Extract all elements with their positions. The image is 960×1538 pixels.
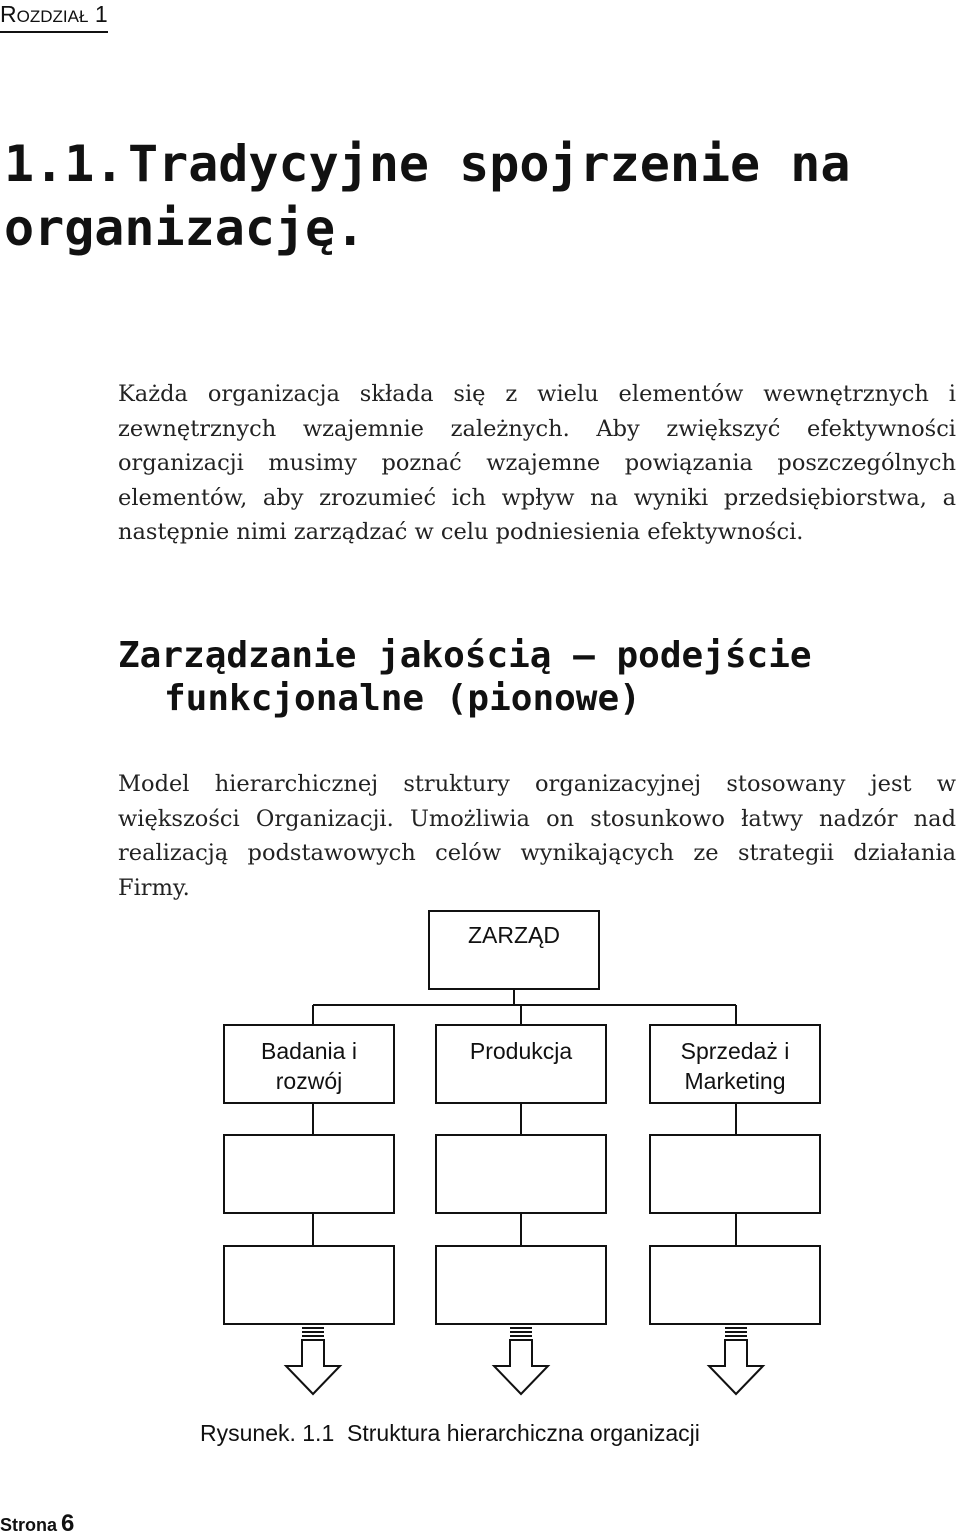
page-label: Strona (0, 1515, 58, 1535)
section-title-text: Tradycyjne spojrzenie na organizację. (4, 135, 851, 257)
chapter-word: OZDZIAŁ (16, 7, 89, 26)
board-label: ZARZĄD (468, 922, 560, 948)
department-label-3-line1: Sprzedaż i (680, 1038, 790, 1064)
subunit-box-2a (436, 1135, 606, 1213)
subunit-box-3b (650, 1246, 820, 1324)
subunit-box-3a (650, 1135, 820, 1213)
figure-caption: Rysunek. 1.1 Struktura hierarchiczna organizacji (200, 1420, 700, 1446)
department-label-3-line2: Marketing (684, 1068, 786, 1094)
intro-paragraph: Każda organizacja składa się z wielu elementów wewnętrznych i zewnętrznych wzajemnie zależnych. Aby zwiększyć efektywności organizacji musimy poznać wzajemne powiązania poszczególnych elementów, aby zrozumieć ich wpływ na wyniki przedsiębiorstwa, a następnie nimi zarządzać w celu podniesienia efektywności. (118, 381, 956, 546)
page-footer (0, 1510, 74, 1538)
subunit-box-1b (224, 1246, 394, 1324)
subheading-line-1: Zarządzanie jakością – podejście (118, 635, 812, 676)
department-label-3 (650, 1036, 820, 1096)
down-arrow-icon (494, 1328, 548, 1394)
chapter-header (0, 0, 108, 33)
down-arrow-icon (286, 1328, 340, 1394)
subheading-line-2: funkcjonalne (pionowe) (164, 678, 641, 719)
department-label-1-line1: Badania i (261, 1038, 357, 1064)
department-label-1-line2: rozwój (275, 1068, 343, 1094)
down-arrow-icon (709, 1328, 763, 1394)
subunit-box-1a (224, 1135, 394, 1213)
chapter-number: 1 (94, 1, 108, 27)
department-label-1 (224, 1036, 394, 1096)
subheading (118, 634, 938, 720)
subunit-box-2b (436, 1246, 606, 1324)
section-title (4, 132, 944, 260)
department-label-2-line1: Produkcja (469, 1038, 573, 1064)
chapter-initial: R (0, 1, 17, 27)
department-label-2 (436, 1036, 606, 1066)
section-number: 1.1. (4, 135, 125, 193)
page-number: 6 (61, 1510, 75, 1537)
model-paragraph: Model hierarchicznej struktury organizacyjnej stosowany jest w większości Organizacji. Umożliwia on stosunkowo łatwy nadzór nad realizacją podstawowych celów wynikających ze strategii działania Firmy. (118, 771, 956, 901)
